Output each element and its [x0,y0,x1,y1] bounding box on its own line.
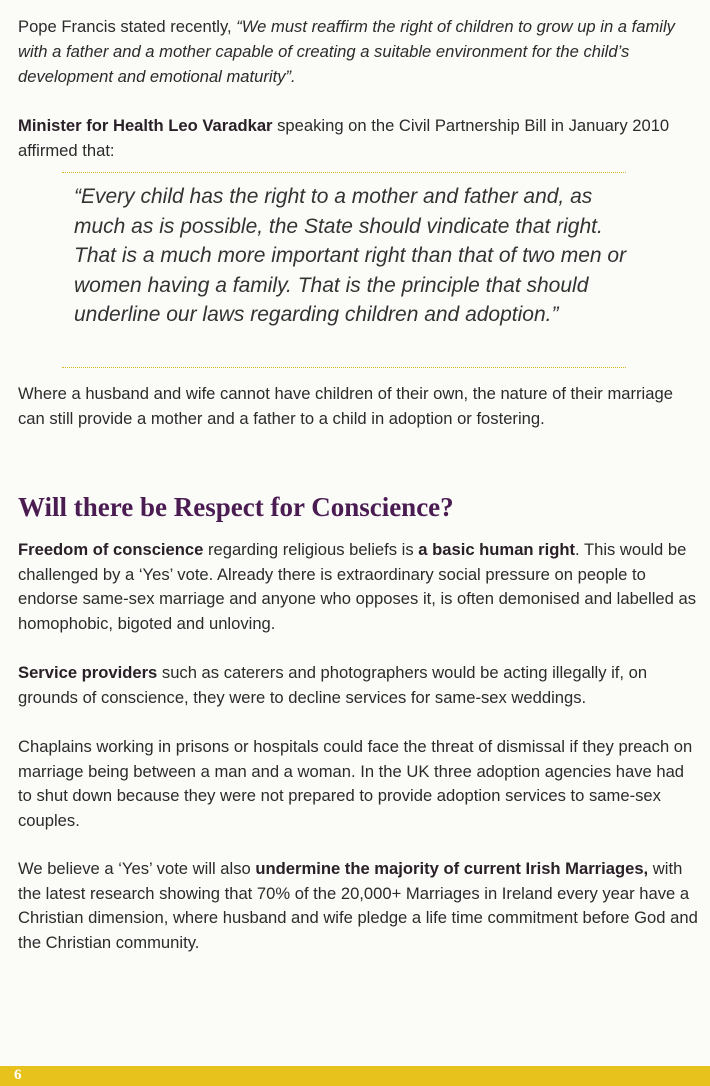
adoption-paragraph: Where a husband and wife cannot have children of their own, the nature of their marriage can still provide a mother and a father to a child in adoption or fostering. [18,384,673,428]
conscience-bold-2: a basic human right [418,540,576,559]
marriages-paragraph [18,857,698,955]
minister-text: speaking on the Civil Partnership Bill in January 2010 affirmed that: [18,116,670,160]
quote-bottom-rule [62,367,626,368]
chaplains-paragraph: Chaplains working in prisons or hospitals could face the threat of dismissal if they preach on marriage being between a man and a woman. In the UK three adoption agencies have had to shut down because they were not prepared to provide adoption services to same-sex couples. [18,737,693,830]
conscience-paragraph [18,538,698,636]
intro-lead: Pope Francis stated recently, [18,17,237,36]
conscience-text-1: regarding religious beliefs is [203,540,419,559]
minister-paragraph [18,113,678,163]
varadkar-quote: “Every child has the right to a mother and father and, as much as is possible, the State should vindicate that right. That is a much more important right than that of two men or women having a family. That is the principle that should underline our laws regarding children and adoption.” [74,185,627,327]
conscience-text-2: . This would be challenged by a ‘Yes’ vote. Already there is extraordinary social pressure on people to endorse same-sex marriage and anyone who opposes it, is often demonised and labelled as homophobic, bigoted and unloving. [18,540,696,633]
quote-top-rule [62,172,626,173]
marriages-text-1: We believe a ‘Yes’ vote will also [18,859,256,878]
pope-francis-paragraph [18,14,708,89]
service-providers-paragraph [18,661,698,710]
minister-name: Minister for Health Leo Varadkar [18,116,273,135]
section-heading: Will there be Respect for Conscience? [18,492,454,522]
service-providers-text: such as caterers and photographers would be acting illegally if, on grounds of conscience, they were to decline services for same-sex weddings. [18,663,648,707]
page-number: 6 [14,1067,22,1083]
marriages-bold: undermine the majority of current Irish Marriages, [255,859,649,878]
service-providers-bold: Service providers [18,663,158,682]
marriages-text-2: with the latest research showing that 70% of the 20,000+ Marriages in Ireland every year have a Christian dimension, where husband and wife pledge a life time commitment before God and the Christian community. [18,859,698,952]
conscience-bold-1: Freedom of conscience [18,540,204,559]
pope-francis-quote: “We must reaffirm the right of children to grow up in a family with a father and a mother capable of creating a suitable environment for the child’s development and emotional maturity”. [18,17,675,86]
footer-band [0,1066,710,1086]
